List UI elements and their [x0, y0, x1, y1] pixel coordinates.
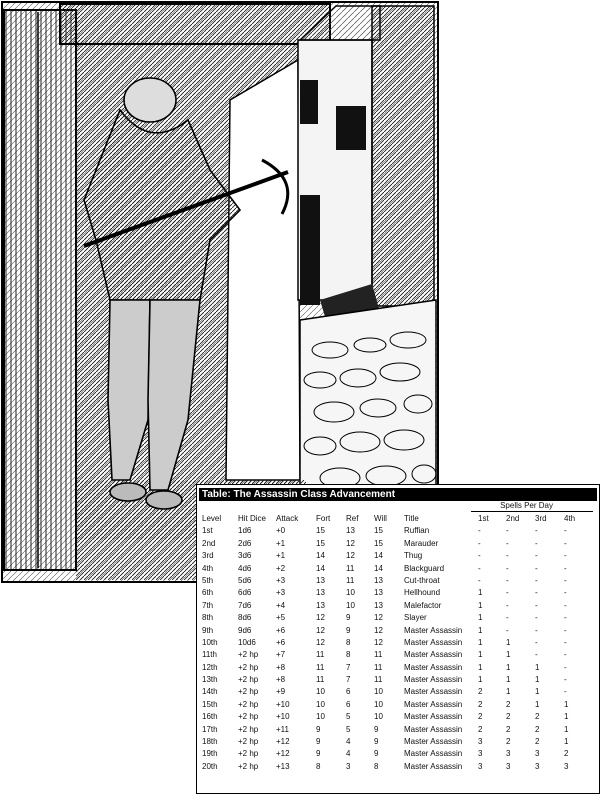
cell-attack: +10	[276, 712, 290, 722]
cell-will: 10	[374, 699, 383, 709]
cell-title: Master Assassin	[404, 662, 463, 672]
cell-attack: +12	[276, 749, 290, 759]
cell-spells-2nd: 1	[506, 637, 511, 647]
cell-spells-4th: 1	[564, 712, 569, 722]
cell-level: 19th	[202, 749, 218, 759]
cell-attack: +9	[276, 687, 286, 697]
cell-spells-3rd: -	[535, 588, 538, 598]
cell-spells-1st: 3	[478, 761, 483, 771]
cell-spells-4th: -	[564, 687, 567, 697]
cell-spells-3rd: 2	[535, 724, 540, 734]
cell-will: 9	[374, 749, 379, 759]
cell-spells-4th: -	[564, 551, 567, 561]
cell-attack: +6	[276, 625, 286, 635]
cell-attack: +1	[276, 538, 286, 548]
header-spells-2nd: 2nd	[506, 514, 520, 523]
cell-fort: 12	[316, 625, 325, 635]
cell-title: Hellhound	[404, 588, 441, 598]
cell-hit-dice: 9d6	[238, 625, 252, 635]
cell-fort: 15	[316, 538, 325, 548]
cell-level: 4th	[202, 563, 214, 573]
table-row	[199, 699, 597, 711]
cell-spells-4th: -	[564, 526, 567, 536]
cell-spells-3rd: -	[535, 563, 538, 573]
cell-spells-4th: -	[564, 637, 567, 647]
cell-fort: 13	[316, 600, 325, 610]
cell-spells-2nd: -	[506, 588, 509, 598]
cell-fort: 10	[316, 687, 325, 697]
cell-spells-2nd: 1	[506, 687, 511, 697]
cell-fort: 10	[316, 712, 325, 722]
table-row	[199, 625, 597, 637]
cell-spells-1st: 2	[478, 712, 483, 722]
cell-spells-3rd: 3	[535, 761, 540, 771]
cell-ref: 5	[346, 712, 351, 722]
cell-hit-dice: +2 hp	[238, 687, 259, 697]
cell-spells-2nd: 2	[506, 699, 511, 709]
cell-spells-3rd: 1	[535, 699, 540, 709]
table-row	[199, 748, 597, 760]
cell-title: Master Assassin	[404, 724, 463, 734]
cell-spells-1st: -	[478, 538, 481, 548]
cell-spells-3rd: 2	[535, 737, 540, 747]
cell-hit-dice: +2 hp	[238, 737, 259, 747]
header-level: Level	[202, 514, 222, 523]
cell-level: 5th	[202, 575, 214, 585]
cell-spells-1st: 1	[478, 613, 483, 623]
cell-ref: 3	[346, 761, 351, 771]
cell-spells-1st: 1	[478, 625, 483, 635]
cell-ref: 6	[346, 699, 351, 709]
cell-spells-2nd: 3	[506, 761, 511, 771]
cell-will: 15	[374, 526, 383, 536]
table-row	[199, 587, 597, 599]
cell-fort: 12	[316, 637, 325, 647]
cell-spells-2nd: 1	[506, 650, 511, 660]
cell-fort: 15	[316, 526, 325, 536]
cell-level: 3rd	[202, 551, 214, 561]
cell-attack: +4	[276, 600, 286, 610]
table-row	[199, 761, 597, 773]
cell-ref: 8	[346, 637, 351, 647]
cell-spells-4th: -	[564, 575, 567, 585]
cell-will: 13	[374, 600, 383, 610]
cell-spells-4th: -	[564, 588, 567, 598]
cell-attack: +3	[276, 575, 286, 585]
assassin-advancement-table	[196, 484, 600, 794]
cell-will: 15	[374, 538, 383, 548]
cell-will: 11	[374, 662, 383, 672]
cell-hit-dice: 3d6	[238, 551, 252, 561]
header-title: Title	[404, 514, 419, 523]
cell-fort: 11	[316, 662, 325, 672]
cell-hit-dice: +2 hp	[238, 712, 259, 722]
table-row	[199, 637, 597, 649]
cell-hit-dice: 10d6	[238, 637, 256, 647]
cell-level: 17th	[202, 724, 218, 734]
cell-level: 18th	[202, 737, 218, 747]
cell-spells-1st: 2	[478, 699, 483, 709]
cell-ref: 11	[346, 575, 355, 585]
cell-level: 12th	[202, 662, 218, 672]
cell-will: 9	[374, 737, 379, 747]
cell-ref: 10	[346, 588, 355, 598]
cell-will: 11	[374, 675, 383, 685]
cell-fort: 9	[316, 737, 321, 747]
cell-title: Master Assassin	[404, 699, 463, 709]
cell-hit-dice: +2 hp	[238, 761, 259, 771]
cell-title: Slayer	[404, 613, 427, 623]
cell-spells-1st: 3	[478, 737, 483, 747]
cell-title: Marauder	[404, 538, 439, 548]
cell-attack: +3	[276, 588, 286, 598]
cell-fort: 13	[316, 588, 325, 598]
cell-spells-2nd: -	[506, 551, 509, 561]
cell-spells-3rd: -	[535, 526, 538, 536]
cell-title: Master Assassin	[404, 675, 463, 685]
cell-title: Master Assassin	[404, 737, 463, 747]
table-grid	[199, 501, 597, 773]
cell-will: 14	[374, 563, 383, 573]
cell-ref: 10	[346, 600, 355, 610]
cell-ref: 7	[346, 675, 351, 685]
cell-spells-3rd: -	[535, 625, 538, 635]
cell-spells-2nd: 2	[506, 724, 511, 734]
cell-level: 16th	[202, 712, 218, 722]
cell-will: 8	[374, 761, 379, 771]
cell-attack: +12	[276, 737, 290, 747]
cell-hit-dice: +2 hp	[238, 724, 259, 734]
cell-level: 6th	[202, 588, 214, 598]
cell-hit-dice: +2 hp	[238, 650, 259, 660]
table-row	[199, 550, 597, 562]
cell-hit-dice: +2 hp	[238, 662, 259, 672]
cell-will: 13	[374, 575, 383, 585]
cell-spells-4th: 1	[564, 699, 569, 709]
header-will: Will	[374, 514, 387, 523]
cell-fort: 10	[316, 699, 325, 709]
table-row	[199, 600, 597, 612]
cell-ref: 12	[346, 551, 355, 561]
table-row	[199, 724, 597, 736]
cell-spells-3rd: 1	[535, 687, 540, 697]
cell-level: 11th	[202, 650, 217, 660]
cell-spells-3rd: -	[535, 650, 538, 660]
header-spells-1st: 1st	[478, 514, 489, 523]
cell-spells-3rd: 1	[535, 675, 540, 685]
table-body	[199, 525, 597, 773]
cell-ref: 5	[346, 724, 351, 734]
table-row	[199, 563, 597, 575]
cell-will: 14	[374, 551, 383, 561]
header-hit-dice: Hit Dice	[238, 514, 267, 523]
cell-ref: 11	[346, 563, 355, 573]
cell-fort: 9	[316, 749, 321, 759]
cell-ref: 12	[346, 538, 355, 548]
cell-spells-2nd: -	[506, 563, 509, 573]
cell-title: Master Assassin	[404, 712, 463, 722]
table-header-row	[199, 513, 597, 525]
cell-hit-dice: +2 hp	[238, 675, 259, 685]
cell-title: Master Assassin	[404, 650, 463, 660]
cell-will: 12	[374, 625, 383, 635]
cell-hit-dice: 1d6	[238, 526, 252, 536]
cell-fort: 14	[316, 563, 325, 573]
cell-will: 11	[374, 650, 383, 660]
cell-will: 10	[374, 687, 383, 697]
cell-ref: 4	[346, 749, 351, 759]
cell-level: 10th	[202, 637, 218, 647]
cell-spells-1st: 3	[478, 749, 483, 759]
cell-attack: +6	[276, 637, 286, 647]
cell-spells-1st: 1	[478, 637, 483, 647]
cell-ref: 9	[346, 613, 351, 623]
cell-spells-2nd: 3	[506, 749, 511, 759]
cell-fort: 12	[316, 613, 325, 623]
header-spells-3rd: 3rd	[535, 514, 547, 523]
cell-spells-1st: -	[478, 563, 481, 573]
cell-level: 7th	[202, 600, 214, 610]
cell-spells-4th: -	[564, 675, 567, 685]
cell-title: Ruffian	[404, 526, 430, 536]
header-attack: Attack	[276, 514, 299, 523]
cell-spells-3rd: -	[535, 575, 538, 585]
cell-hit-dice: +2 hp	[238, 749, 259, 759]
cell-spells-4th: 1	[564, 724, 569, 734]
cell-spells-1st: -	[478, 551, 481, 561]
cell-title: Thug	[404, 551, 423, 561]
table-row	[199, 525, 597, 537]
cell-fort: 14	[316, 551, 325, 561]
cell-spells-2nd: -	[506, 600, 509, 610]
cell-fort: 13	[316, 575, 325, 585]
cell-spells-2nd: -	[506, 538, 509, 548]
cell-spells-4th: -	[564, 600, 567, 610]
cell-title: Cut-throat	[404, 575, 440, 585]
cell-hit-dice: 5d6	[238, 575, 252, 585]
cell-will: 13	[374, 588, 383, 598]
cell-spells-2nd: -	[506, 526, 509, 536]
cell-hit-dice: 2d6	[238, 538, 252, 548]
cell-title: Master Assassin	[404, 749, 463, 759]
cell-spells-1st: 1	[478, 600, 483, 610]
cell-attack: +8	[276, 675, 286, 685]
cell-spells-3rd: 1	[535, 662, 540, 672]
cell-hit-dice: 8d6	[238, 613, 252, 623]
cell-spells-4th: 1	[564, 737, 569, 747]
cell-spells-1st: 1	[478, 588, 483, 598]
cell-ref: 4	[346, 737, 351, 747]
cell-spells-1st: 1	[478, 675, 483, 685]
cell-spells-1st: 2	[478, 724, 483, 734]
cell-spells-1st: -	[478, 575, 481, 585]
cell-attack: +8	[276, 662, 286, 672]
cell-hit-dice: 7d6	[238, 600, 252, 610]
table-row	[199, 686, 597, 698]
table-row	[199, 649, 597, 661]
cell-spells-2nd: -	[506, 575, 509, 585]
cell-ref: 13	[346, 526, 355, 536]
cell-ref: 9	[346, 625, 351, 635]
cell-attack: +11	[276, 724, 289, 734]
cell-spells-3rd: -	[535, 637, 538, 647]
cell-spells-4th: -	[564, 625, 567, 635]
cell-attack: +13	[276, 761, 290, 771]
cell-spells-4th: -	[564, 613, 567, 623]
header-fort: Fort	[316, 514, 331, 523]
table-title: Table: The Assassin Class Advancement	[199, 488, 597, 501]
cell-fort: 11	[316, 650, 325, 660]
cell-spells-3rd: -	[535, 613, 538, 623]
table-row	[199, 575, 597, 587]
cell-will: 10	[374, 712, 383, 722]
cell-ref: 6	[346, 687, 351, 697]
cell-attack: +5	[276, 613, 286, 623]
table-row	[199, 711, 597, 723]
spells-header-rule	[471, 511, 593, 512]
cell-title: Master Assassin	[404, 637, 463, 647]
cell-spells-2nd: 1	[506, 662, 511, 672]
cell-level: 9th	[202, 625, 214, 635]
svg-text:.: .	[176, 573, 179, 582]
cell-spells-2nd: -	[506, 613, 509, 623]
cell-title: Master Assassin	[404, 687, 463, 697]
cell-attack: +1	[276, 551, 286, 561]
table-row	[199, 674, 597, 686]
cell-fort: 11	[316, 675, 325, 685]
cell-level: 14th	[202, 687, 218, 697]
cell-hit-dice: +2 hp	[238, 699, 259, 709]
cell-attack: +7	[276, 650, 286, 660]
cell-will: 12	[374, 613, 383, 623]
cell-title: Malefactor	[404, 600, 442, 610]
cell-title: Master Assassin	[404, 761, 463, 771]
table-row	[199, 736, 597, 748]
cell-level: 2nd	[202, 538, 216, 548]
table-row	[199, 662, 597, 674]
cell-title: Blackguard	[404, 563, 445, 573]
cell-attack: +10	[276, 699, 290, 709]
cell-spells-2nd: 2	[506, 712, 511, 722]
cell-spells-1st: -	[478, 526, 481, 536]
cell-spells-2nd: -	[506, 625, 509, 635]
cell-spells-4th: 2	[564, 749, 569, 759]
cell-title: Master Assassin	[404, 625, 463, 635]
cell-attack: +0	[276, 526, 286, 536]
cell-spells-3rd: -	[535, 551, 538, 561]
spells-per-day-caption: Spells Per Day	[500, 501, 553, 510]
cell-spells-1st: 2	[478, 687, 483, 697]
cell-ref: 8	[346, 650, 351, 660]
cell-will: 12	[374, 637, 383, 647]
cell-spells-3rd: -	[535, 538, 538, 548]
table-row	[199, 538, 597, 550]
cell-spells-3rd: 3	[535, 749, 540, 759]
cell-spells-2nd: 1	[506, 675, 511, 685]
cell-level: 13th	[202, 675, 218, 685]
cell-level: 1st	[202, 526, 213, 536]
cell-spells-3rd: -	[535, 600, 538, 610]
cell-level: 15th	[202, 699, 218, 709]
cell-spells-3rd: 2	[535, 712, 540, 722]
cell-fort: 8	[316, 761, 321, 771]
cell-attack: +2	[276, 563, 286, 573]
cell-spells-1st: 1	[478, 662, 483, 672]
cell-spells-4th: 3	[564, 761, 569, 771]
cell-fort: 9	[316, 724, 321, 734]
cell-spells-1st: 1	[478, 650, 483, 660]
cell-level: 20th	[202, 761, 218, 771]
header-ref: Ref	[346, 514, 359, 523]
cell-spells-4th: -	[564, 563, 567, 573]
header-spells-4th: 4th	[564, 514, 576, 523]
cell-spells-4th: -	[564, 662, 567, 672]
cell-spells-4th: -	[564, 538, 567, 548]
cell-ref: 7	[346, 662, 351, 672]
table-row	[199, 612, 597, 624]
cell-spells-4th: -	[564, 650, 567, 660]
cell-level: 8th	[202, 613, 214, 623]
cell-will: 9	[374, 724, 379, 734]
cell-hit-dice: 4d6	[238, 563, 252, 573]
cell-hit-dice: 6d6	[238, 588, 252, 598]
cell-spells-2nd: 2	[506, 737, 511, 747]
